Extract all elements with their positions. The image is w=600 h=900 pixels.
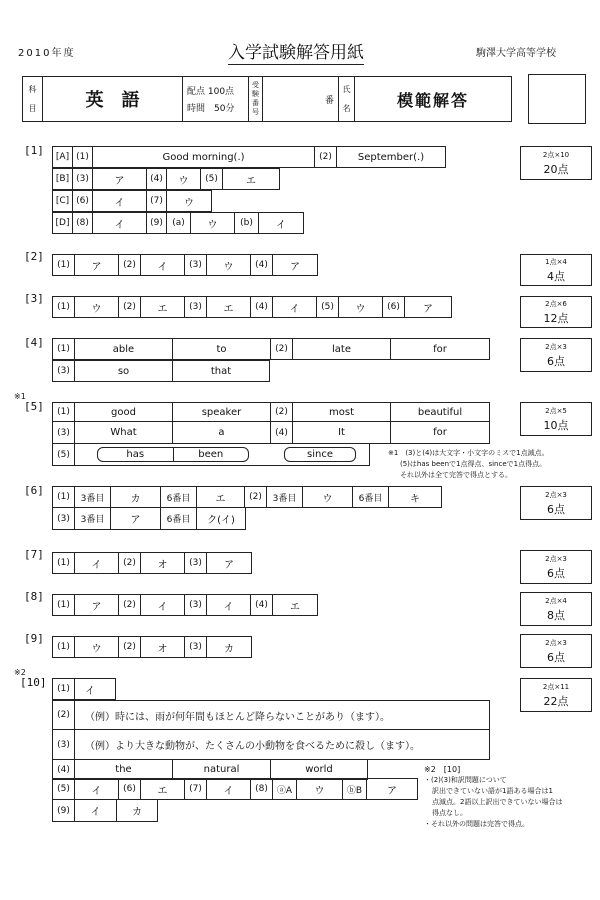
s5-note-3: それ以外は全て完答で得点とする。	[400, 471, 512, 479]
s10-ans7: イ	[207, 779, 251, 799]
s1b-num4: (4)	[147, 169, 167, 189]
s3-score-total: 12点	[543, 311, 569, 325]
s1b-ans4: ウ	[167, 169, 201, 189]
s4-ans2a: late	[293, 339, 391, 359]
s2-ans1: ア	[75, 255, 119, 275]
s10-note-4: 点減点。2語以上訳出できていない場合は	[432, 798, 563, 806]
s2-num1: (1)	[53, 255, 75, 275]
s1c-num7: (7)	[147, 191, 167, 211]
s1-score-total: 20点	[543, 162, 569, 176]
s9-score	[520, 634, 592, 668]
s4-ans1a: able	[75, 339, 173, 359]
s8-num4: (4)	[251, 595, 273, 615]
s1d-sub-b: (b)	[235, 213, 259, 233]
s9-num2: (2)	[119, 637, 141, 657]
s8-score-rule: 2点×4	[545, 596, 567, 605]
s1c-num6: (6)	[73, 191, 93, 211]
section-2-label: [2]	[24, 250, 44, 263]
s10-ans8b: ア	[387, 785, 397, 797]
subject-label-1: 科	[28, 85, 37, 94]
s1d-part: [D]	[53, 213, 73, 233]
s10-note-6: ・それ以外の問題は完答で得点。	[424, 820, 529, 828]
s10-num9: (9)	[53, 800, 75, 821]
s8-ans1: ア	[75, 595, 119, 615]
s1-row-a	[52, 146, 446, 168]
s10-row-2	[52, 700, 490, 730]
s10-note-3: 訳出できていない語が1語ある場合は1	[432, 787, 553, 795]
s6-row-2	[52, 508, 246, 530]
exam-number-field: 番	[263, 77, 339, 121]
section-7-label: [7]	[24, 548, 44, 561]
s1d-ans-a: ウ	[191, 213, 235, 233]
s1-score-rule: 2点×10	[542, 150, 570, 159]
s8-score-total: 8点	[547, 608, 565, 622]
s5-note	[388, 448, 588, 481]
s10-note-5: 得点なし。	[432, 809, 467, 817]
s10-num7: (7)	[185, 779, 207, 799]
s3-num3: (3)	[185, 297, 207, 317]
year-label: 2010年度	[18, 48, 76, 59]
s8-ans3: イ	[207, 595, 251, 615]
s3-num2: (2)	[119, 297, 141, 317]
s10-ans2: （例）時には、雨が何年間もほとんど降らないことがあり（ます）。	[85, 711, 390, 723]
s10-sub-b: ⓑB	[343, 779, 367, 799]
s3-row	[52, 296, 452, 318]
s9-num3: (3)	[185, 637, 207, 657]
s1c-part: [C]	[53, 191, 73, 211]
s10-note-2: ・(2)(3)和訳問題について	[424, 776, 507, 784]
s10-num5: (5)	[53, 779, 75, 799]
s3-ans1: ウ	[75, 297, 119, 317]
s5-row-2	[52, 422, 490, 444]
exam-label-3: 番	[252, 99, 259, 107]
s1c-ans6: イ	[93, 191, 147, 211]
s6-ans2a: ウ	[303, 487, 353, 507]
s3-num1: (1)	[53, 297, 75, 317]
s10-ans4c: world	[305, 764, 333, 775]
s6-ans2b: キ	[410, 493, 420, 505]
s10-score-total: 22点	[543, 694, 569, 708]
name-label-2: 名	[342, 104, 351, 113]
s5-ans5b: been	[198, 449, 224, 460]
s6-pos2b: 6番目	[353, 487, 389, 507]
s5-num2: (2)	[271, 403, 293, 421]
s10-ans5: イ	[75, 779, 119, 799]
s4-ans3b: that	[210, 365, 232, 377]
s5-num4: (4)	[271, 422, 293, 443]
info-box	[22, 76, 512, 122]
exam-label-1: 受	[252, 81, 259, 89]
s1d-num9: (9)	[147, 213, 167, 233]
s1a-ans1: Good morning(.)	[93, 147, 315, 167]
page-title: 入学試験解答用紙	[228, 38, 364, 65]
s7-score	[520, 550, 592, 584]
s5-num1: (1)	[53, 403, 75, 421]
s6-pos3a: 3番目	[75, 508, 111, 529]
s5-note-mark: ※1	[14, 392, 26, 401]
s5-score-total: 10点	[543, 418, 569, 432]
s9-score-total: 6点	[547, 650, 565, 664]
s1d-num8: (8)	[73, 213, 93, 233]
s5-ans1b: speaker	[173, 403, 271, 421]
s5-ans2b: beautiful	[417, 406, 463, 418]
section-10-label: [10]	[20, 676, 47, 689]
s9-ans2: オ	[141, 637, 185, 657]
s2-num4: (4)	[251, 255, 273, 275]
s6-ans3b: ク(イ)	[207, 515, 235, 526]
s7-num3: (3)	[185, 553, 207, 573]
s10-sub-a: ⓐA	[273, 779, 297, 799]
s10-ans4b: natural	[173, 760, 271, 779]
s2-score-rule: 1点×4	[545, 257, 567, 266]
s1c-ans7: ウ	[184, 197, 194, 209]
s10-num4: (4)	[53, 760, 75, 779]
s3-num5: (5)	[317, 297, 339, 317]
s4-num1: (1)	[53, 339, 75, 359]
s1-score	[520, 146, 592, 180]
s5-score	[520, 402, 592, 436]
s8-ans2: イ	[141, 595, 185, 615]
s2-ans2: イ	[141, 255, 185, 275]
s10-row-4	[52, 760, 368, 780]
s8-row	[52, 594, 318, 616]
s10-num6: (6)	[119, 779, 141, 799]
exam-label-2: 験	[252, 90, 259, 98]
s10-ans4a: the	[75, 760, 173, 779]
s1-row-d	[52, 212, 304, 234]
s2-ans3: ウ	[207, 255, 251, 275]
s5-row-1	[52, 402, 490, 422]
s6-num3: (3)	[53, 508, 75, 529]
section-8-label: [8]	[24, 590, 44, 603]
s2-row	[52, 254, 318, 276]
s2-num3: (3)	[185, 255, 207, 275]
section-9-label: [9]	[24, 632, 44, 645]
s6-ans1b: エ	[197, 487, 245, 507]
s10-note-mark: ※2	[14, 668, 26, 677]
s3-ans2: エ	[141, 297, 185, 317]
s2-score-total: 4点	[547, 269, 565, 283]
school-name: 駒澤大学高等学校	[476, 48, 556, 59]
s1d-ans-b: イ	[276, 219, 286, 231]
s5-ans1a: good	[75, 403, 173, 421]
section-5-label: [5]	[24, 400, 44, 413]
s7-ans2: オ	[141, 553, 185, 573]
score-total-box	[528, 74, 586, 124]
s6-pos3b: 6番目	[161, 508, 197, 529]
s3-ans6: ア	[423, 303, 433, 315]
s1d-sub-a: (a)	[167, 213, 191, 233]
s7-score-total: 6点	[547, 566, 565, 580]
s7-score-rule: 2点×3	[545, 554, 567, 563]
s10-score-rule: 2点×11	[542, 682, 570, 691]
s5-ans3a: What	[75, 422, 173, 443]
s1d-ans8: イ	[93, 213, 147, 233]
s5-ans4a: It	[293, 422, 391, 443]
s4-ans1b: to	[173, 339, 271, 359]
section-6-label: [6]	[24, 484, 44, 497]
s10-ans8a: ウ	[297, 779, 343, 799]
s6-num2: (2)	[245, 487, 267, 507]
s4-num3: (3)	[53, 361, 75, 381]
s10-row-1	[52, 678, 116, 700]
s3-ans5: ウ	[339, 297, 383, 317]
s8-num1: (1)	[53, 595, 75, 615]
s1-row-c	[52, 190, 212, 212]
s10-ans1: イ	[85, 685, 95, 697]
s2-ans4: ア	[290, 261, 300, 273]
s9-row	[52, 636, 252, 658]
time-text: 時間 50分	[187, 104, 235, 114]
s6-num1: (1)	[53, 487, 75, 507]
s10-ans9a: イ	[75, 800, 117, 821]
s6-ans3a: ア	[111, 508, 161, 529]
s4-ans2b: for	[433, 343, 447, 355]
section-4-label: [4]	[24, 336, 44, 349]
s3-num6: (6)	[383, 297, 405, 317]
s5-score-rule: 2点×5	[545, 406, 567, 415]
s4-row-1	[52, 338, 490, 360]
s4-score-rule: 2点×3	[545, 342, 567, 351]
s4-score	[520, 338, 592, 372]
s9-num1: (1)	[53, 637, 75, 657]
subject-label-2: 目	[28, 104, 37, 113]
s6-pos1a: 3番目	[75, 487, 111, 507]
s10-num8: (8)	[251, 779, 273, 799]
s1b-part: [B]	[53, 169, 73, 189]
s8-num3: (3)	[185, 595, 207, 615]
s2-score	[520, 254, 592, 286]
s1-row-b	[52, 168, 280, 190]
s9-score-rule: 2点×3	[545, 638, 567, 647]
s9-ans3: カ	[224, 643, 234, 655]
s1b-num5: (5)	[201, 169, 223, 189]
s1a-ans2: September(.)	[357, 151, 425, 163]
s5-num3: (3)	[53, 422, 75, 443]
s10-num3: (3)	[53, 730, 75, 759]
s1a-part: [A]	[53, 147, 73, 167]
s3-num4: (4)	[251, 297, 273, 317]
s1a-num1: (1)	[73, 147, 93, 167]
s5-ans5a: has	[98, 448, 174, 461]
s6-score-total: 6点	[547, 502, 565, 516]
name-label-1: 氏	[342, 85, 351, 94]
s3-score	[520, 296, 592, 328]
s8-score	[520, 592, 592, 626]
s5-num5: (5)	[53, 444, 75, 465]
s2-num2: (2)	[119, 255, 141, 275]
s10-num2: (2)	[53, 701, 75, 729]
subject-value: 英 語	[43, 77, 183, 121]
s10-row-5	[52, 778, 418, 800]
s6-score-rule: 2点×3	[545, 490, 567, 499]
s5-row-3	[52, 444, 370, 466]
s8-ans4: エ	[290, 601, 300, 613]
section-3-label: [3]	[24, 292, 44, 305]
s5-ans3b: a	[173, 422, 271, 443]
s5-note-1: ※1 (3)と(4)は大文字・小文字のミスで1点減点。	[388, 449, 549, 457]
s4-num2: (2)	[271, 339, 293, 359]
s1b-ans5: エ	[246, 175, 256, 187]
s5-note-2: (5)はhas beenで1点得点、sinceで1点得点。	[400, 460, 547, 468]
s1b-ans3: ア	[93, 169, 147, 189]
s6-score	[520, 486, 592, 520]
exam-label-4: 号	[252, 108, 259, 116]
s10-ans3: （例）より大きな動物が、たくさんの小動物を食べるために殺し（ます）。	[85, 741, 420, 752]
s10-score	[520, 678, 592, 712]
s6-pos1b: 6番目	[161, 487, 197, 507]
s8-num2: (2)	[119, 595, 141, 615]
s10-ans6: エ	[141, 779, 185, 799]
s3-ans3: エ	[207, 297, 251, 317]
s10-ans9b: カ	[132, 807, 142, 818]
s7-ans1: イ	[75, 553, 119, 573]
s10-note-1: ※2 [10]	[424, 765, 461, 774]
s10-num1: (1)	[53, 679, 75, 699]
s4-score-total: 6点	[547, 354, 565, 368]
s3-score-rule: 2点×6	[545, 299, 567, 308]
s9-ans1: ウ	[75, 637, 119, 657]
points-text: 配点 100点	[187, 87, 235, 97]
s3-ans4: イ	[273, 297, 317, 317]
s4-row-2	[52, 360, 270, 382]
name-value: 模範解答	[396, 90, 469, 110]
s5-ans2a: most	[293, 403, 391, 421]
s6-row-1	[52, 486, 442, 508]
s5-ans5c: since	[284, 447, 356, 462]
s10-row-6	[52, 800, 158, 822]
s4-ans3a: so	[75, 361, 173, 381]
s6-pos2a: 3番目	[267, 487, 303, 507]
s7-num2: (2)	[119, 553, 141, 573]
s5-ans4b: for	[433, 427, 447, 438]
s1a-num2: (2)	[315, 147, 337, 167]
s7-row	[52, 552, 252, 574]
section-1-label: [1]	[24, 144, 44, 157]
s7-num1: (1)	[53, 553, 75, 573]
s10-note	[424, 764, 596, 830]
s6-ans1a: カ	[111, 487, 161, 507]
s1b-num3: (3)	[73, 169, 93, 189]
s10-row-3	[52, 730, 490, 760]
s7-ans3: ア	[224, 559, 234, 571]
